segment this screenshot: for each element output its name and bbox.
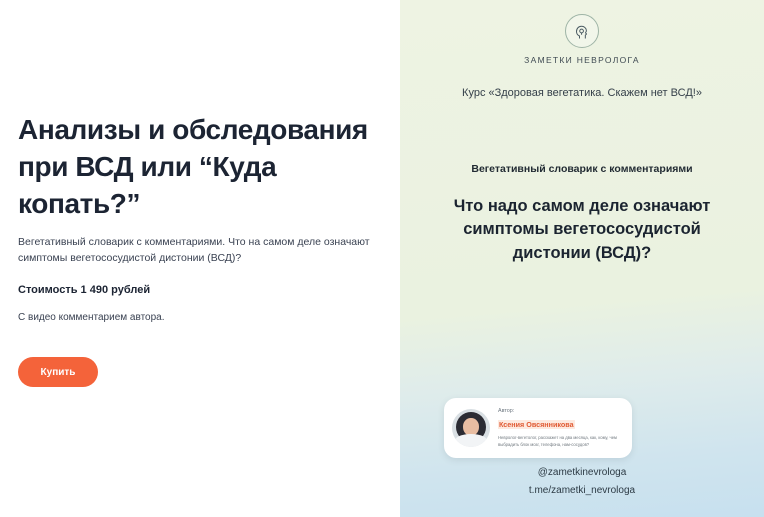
dictionary-subtitle: Вегетативный словарик с комментариями	[471, 163, 693, 175]
big-question: Что надо самом деле означают симптомы вегетососудистой дистонии (ВСД)?	[453, 197, 711, 262]
video-note-text: С видео комментарием автора.	[18, 312, 165, 324]
avatar	[452, 409, 490, 447]
author-name: Ксения Овсянникова	[499, 420, 574, 430]
brand-name: ЗАМЕТКИ НЕВРОЛОГА	[524, 55, 640, 65]
price-text: Стоимость 1 490 рублей	[18, 284, 151, 297]
page-title: Анализы и обследования при ВСД или “Куда копать?”	[18, 114, 368, 219]
page-subtitle: Вегетативный словарик с комментариями. Что на самом деле означают симптомы вегетососудистой дистонии (ВСД)?	[18, 235, 370, 264]
telegram-link[interactable]: t.me/zametki_nevrologa	[528, 485, 636, 496]
course-title: Курс «Здоровая вегетатика. Скажем нет ВСД!»	[462, 87, 702, 99]
buy-button[interactable]: Купить	[18, 357, 98, 387]
right-panel	[400, 0, 764, 517]
author-text-block	[498, 408, 624, 447]
author-card	[444, 398, 632, 458]
brand-block	[524, 14, 640, 65]
brain-head-icon	[565, 14, 599, 48]
author-description: Невролог-вегетолог, расскажет на два месяца, как, кому, чем выбрадить блок мозг, телефона, нам-сосудов?	[498, 435, 617, 447]
social-handle[interactable]: @zametkinevrologa	[537, 467, 627, 478]
author-label: Автор:	[498, 408, 515, 415]
